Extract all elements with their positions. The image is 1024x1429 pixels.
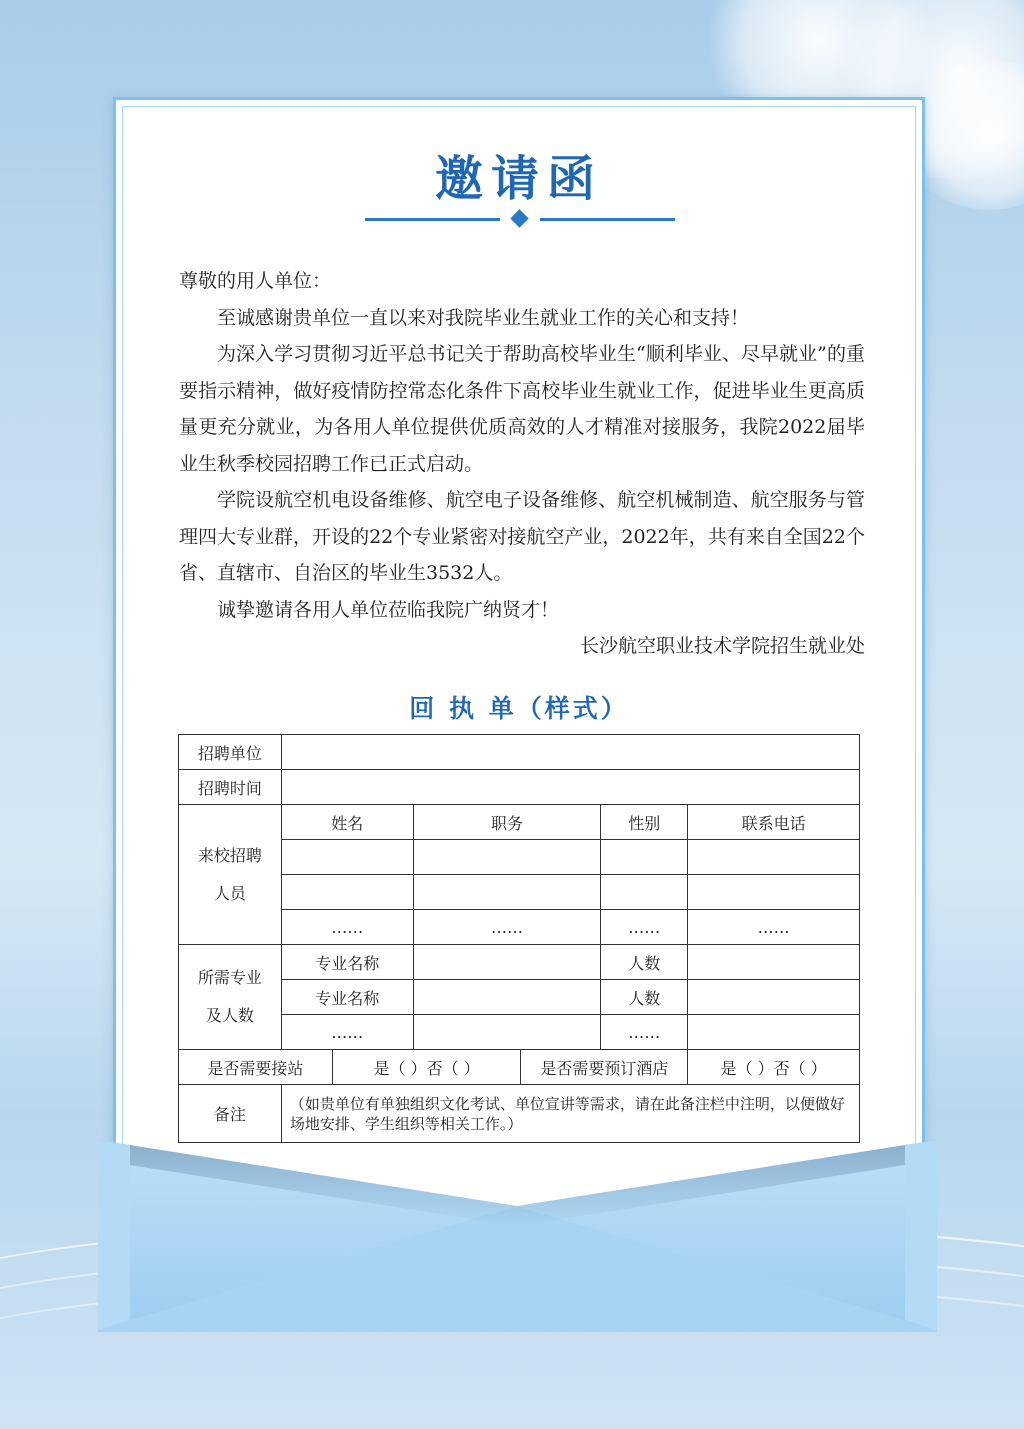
invitation-title: 邀请函 (434, 151, 603, 207)
major-name-label: 专业名称 (281, 980, 413, 1015)
hotel-label: 是否需要预订酒店 (521, 1050, 688, 1085)
count-field[interactable] (688, 945, 860, 980)
count-field[interactable] (688, 1015, 860, 1050)
table-row (179, 980, 860, 1015)
table-row (179, 1085, 860, 1143)
ellipsis-cell: …… (601, 910, 688, 945)
time-label: 招聘时间 (179, 770, 282, 805)
remark-label: 备注 (179, 1085, 282, 1143)
receipt-form (178, 734, 860, 1143)
pickup-label: 是否需要接站 (179, 1050, 333, 1085)
count-label: 人数 (601, 945, 688, 980)
ellipsis-cell: …… (413, 910, 601, 945)
staff-gender-field[interactable] (601, 840, 688, 875)
staff-label-line: 来校招聘 (197, 845, 262, 865)
staff-name-field[interactable] (281, 875, 413, 910)
majors-label (179, 945, 282, 1050)
signature: 长沙航空职业技术学院招生就业处 (579, 635, 865, 657)
major-name-label: 专业名称 (281, 945, 413, 980)
staff-position-field[interactable] (413, 875, 601, 910)
major-name-field[interactable] (413, 980, 601, 1015)
table-row (179, 840, 860, 875)
table-row (179, 945, 860, 980)
letter-paragraph: 学院设航空机电设备维修、航空电子设备维修、航空机械制造、航空服务与管理四大专业群，开设的22个专业紧密对接航空产业，2022年，共有来自全国22个省、直辖市、自治区的毕业生3532人。 (179, 489, 865, 584)
time-field[interactable] (281, 770, 859, 805)
pickup-options[interactable]: 是（ ）否（ ） (332, 1050, 521, 1085)
header-gender: 性别 (601, 805, 688, 840)
header-position: 职务 (413, 805, 601, 840)
ellipsis-cell: …… (281, 1015, 413, 1050)
wave-decoration (0, 1280, 1024, 1429)
company-label: 招聘单位 (179, 735, 282, 770)
hotel-options[interactable]: 是（ ）否（ ） (688, 1050, 860, 1085)
staff-label (179, 805, 282, 945)
header-name: 姓名 (281, 805, 413, 840)
count-label: 人数 (601, 980, 688, 1015)
major-name-field[interactable] (413, 1015, 601, 1050)
table-row (179, 805, 860, 840)
invitation-letter (179, 263, 865, 665)
table-row (179, 910, 860, 945)
table-row (179, 875, 860, 910)
title-divider-left (365, 218, 500, 221)
table-row (179, 770, 860, 805)
table-row (179, 735, 860, 770)
ellipsis-cell: …… (688, 910, 860, 945)
ellipsis-cell: …… (281, 910, 413, 945)
company-field[interactable] (281, 735, 859, 770)
staff-gender-field[interactable] (601, 875, 688, 910)
staff-position-field[interactable] (413, 840, 601, 875)
staff-phone-field[interactable] (688, 840, 860, 875)
invitation-card (113, 97, 925, 1217)
title-divider-right (540, 218, 675, 221)
letter-paragraph: 为深入学习贯彻习近平总书记关于帮助高校毕业生“顺利毕业、尽早就业”的重要指示精神，做好疫情防控常态化条件下高校毕业生就业工作，促进毕业生更高质量更充分就业，为各用人单位提供优质高效的人才精准对接服务，我院2022届毕业生秋季校园招聘工作已正式启动。 (179, 343, 865, 475)
staff-label-line: 人员 (213, 883, 246, 903)
receipt-title: 回 执 单（样式） (409, 694, 629, 723)
majors-label-line: 所需专业 (197, 968, 262, 987)
letter-paragraph: 至诚感谢贵单位一直以来对我院毕业生就业工作的关心和支持！ (217, 306, 750, 329)
staff-name-field[interactable] (281, 840, 413, 875)
header-phone: 联系电话 (688, 805, 860, 840)
table-row (179, 1050, 860, 1085)
majors-label-line: 及人数 (205, 1006, 254, 1025)
salutation: 尊敬的用人单位： (179, 270, 332, 292)
count-field[interactable] (688, 980, 860, 1015)
remark-field[interactable]: （如贵单位有单独组织文化考试、单位宣讲等需求，请在此备注栏中注明，以便做好场地安排、学生组织等相关工作。） (281, 1085, 859, 1143)
major-name-field[interactable] (413, 945, 601, 980)
table-row (179, 1015, 860, 1050)
letter-paragraph: 诚挚邀请各用人单位莅临我院广纳贤才！ (217, 598, 560, 621)
staff-phone-field[interactable] (688, 875, 860, 910)
ellipsis-cell: …… (601, 1015, 688, 1050)
